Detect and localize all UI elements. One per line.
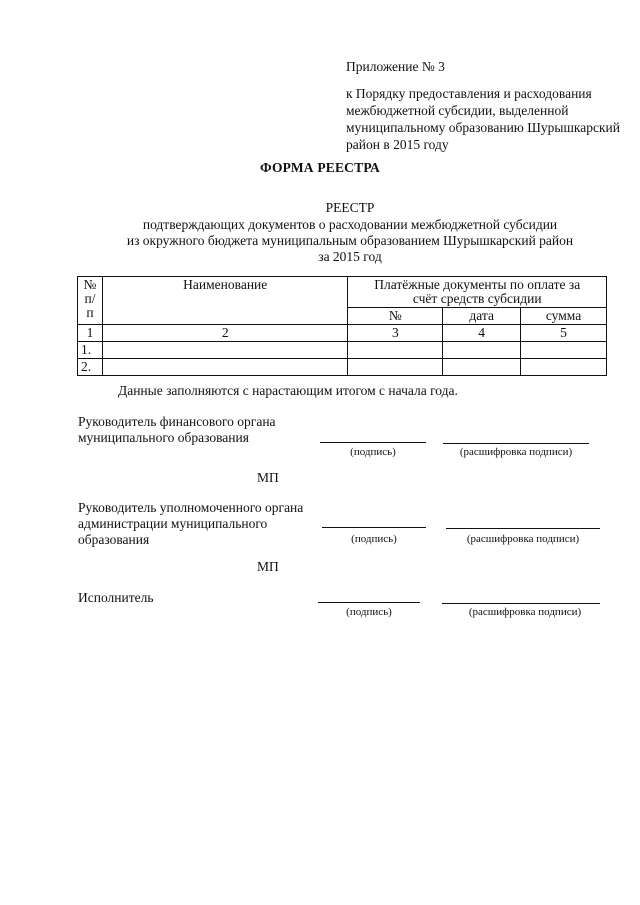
signature-1-sign-caption: (подпись) (350, 446, 396, 458)
row-date[interactable] (443, 359, 521, 376)
index-cell: 3 (348, 325, 443, 342)
signature-label-line: Руководитель финансового органа (78, 414, 276, 429)
appendix-line: межбюджетной субсидии, выделенной (346, 103, 569, 118)
row-name[interactable] (102, 342, 348, 359)
table-header-row (78, 277, 607, 308)
signature-1-decode-caption: (расшифровка подписи) (459, 446, 573, 458)
stamp-mark-1: МП (257, 470, 279, 485)
row-name[interactable] (102, 359, 348, 376)
signature-label-line: Исполнитель (78, 590, 154, 605)
register-title: РЕЕСТР (325, 200, 375, 215)
appendix-block (346, 58, 626, 153)
appendix-line: район в 2015 году (346, 137, 449, 152)
signature-2-decode-caption: (расшифровка подписи) (466, 533, 580, 545)
table-row (78, 359, 607, 376)
signature-3-sign-caption: (подпись) (346, 606, 392, 618)
register-subtitle-line: из окружного бюджета муниципальным образованием Шурышкарский район (126, 233, 574, 248)
signature-label-line: Руководитель уполномоченного органа (78, 500, 304, 515)
signature-3-decode-caption: (расшифровка подписи) (468, 606, 582, 618)
signature-3-decode-line[interactable] (442, 603, 600, 604)
signature-2-decode-line[interactable] (446, 528, 600, 529)
appendix-line: муниципальному образованию Шурышкарский (346, 120, 620, 135)
header-payments-cell (348, 277, 607, 308)
signature-2-label (78, 500, 318, 548)
register-subtitle-line: подтверждающих документов о расходовании межбюджетной субсидии (142, 217, 558, 232)
signature-1-label (78, 414, 318, 446)
row-sum[interactable] (521, 342, 607, 359)
row-sum[interactable] (521, 359, 607, 376)
index-cell: 5 (521, 325, 607, 342)
subheader-num: № (348, 308, 443, 325)
appendix-line: к Порядку предоставления и расходования (346, 86, 592, 101)
register-subtitle-line: за 2015 год (318, 249, 382, 264)
row-doc-number[interactable] (348, 342, 443, 359)
signature-label-line: муниципального образования (78, 430, 249, 445)
table-row (78, 342, 607, 359)
stamp-mark-2: МП (257, 559, 279, 574)
table-index-row (78, 325, 607, 342)
register-table (77, 276, 607, 376)
signature-3-sign-line[interactable] (318, 602, 420, 603)
signature-label-line: образования (78, 532, 150, 547)
header-num-label: п/п (84, 291, 96, 320)
signature-2-sign-line[interactable] (322, 527, 426, 528)
row-date[interactable] (443, 342, 521, 359)
header-name-cell: Наименование (102, 277, 348, 325)
row-number: 2. (78, 359, 103, 376)
register-heading (60, 200, 640, 265)
form-title: ФОРМА РЕЕСТРА (260, 160, 380, 175)
header-payments-label: счёт средств субсидии (412, 291, 542, 306)
appendix-number: Приложение № 3 (346, 59, 445, 74)
signature-2-sign-caption: (подпись) (351, 533, 397, 545)
row-doc-number[interactable] (348, 359, 443, 376)
header-num-label: № (83, 277, 97, 292)
index-cell: 1 (78, 325, 103, 342)
signature-3-label (78, 590, 318, 606)
index-cell: 2 (102, 325, 348, 342)
signature-1-sign-line[interactable] (320, 442, 426, 443)
header-num-cell (78, 277, 103, 325)
row-number: 1. (78, 342, 103, 359)
signature-label-line: администрации муниципального (78, 516, 268, 531)
subheader-sum: сумма (521, 308, 607, 325)
signature-1-decode-line[interactable] (443, 443, 589, 444)
fill-note: Данные заполняются с нарастающим итогом с начала года. (118, 383, 458, 398)
subheader-date: дата (443, 308, 521, 325)
header-payments-label: Платёжные документы по оплате за (374, 277, 581, 292)
index-cell: 4 (443, 325, 521, 342)
